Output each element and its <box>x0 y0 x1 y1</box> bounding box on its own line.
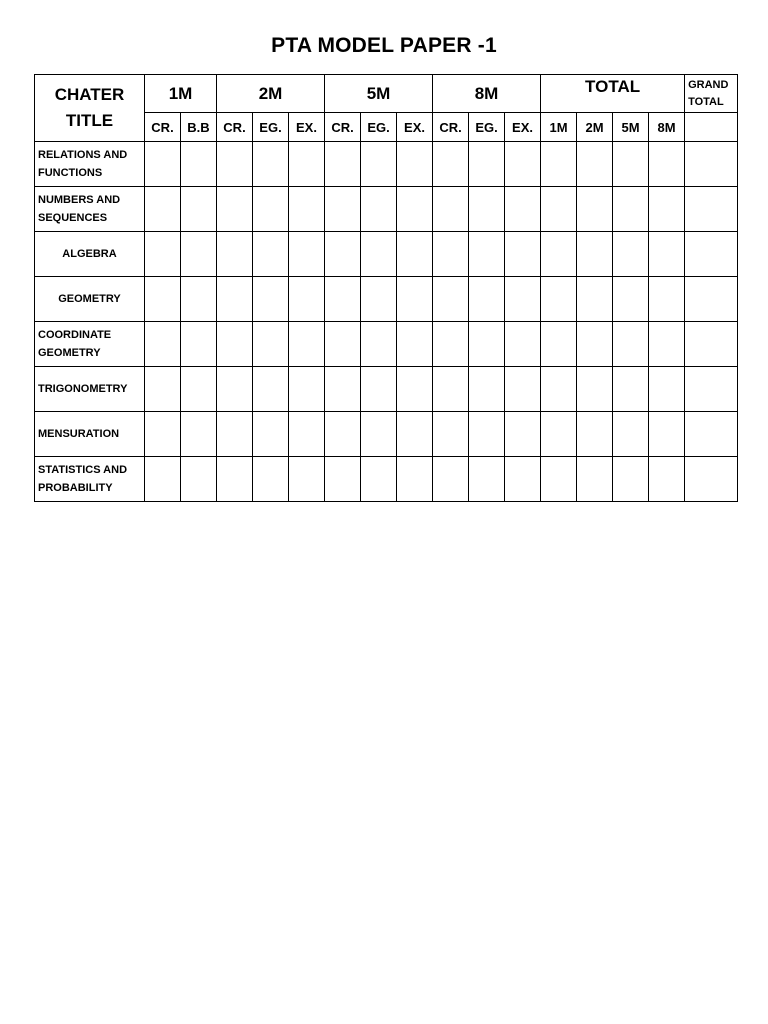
blank-entry-cell <box>613 142 649 187</box>
blank-entry-cell <box>361 142 397 187</box>
chapter-name-line1: TRIGONOMETRY <box>38 383 128 395</box>
chapter-name-cell <box>35 277 145 322</box>
blank-entry-cell <box>685 412 738 457</box>
blank-entry-cell <box>577 232 613 277</box>
blank-entry-cell <box>397 367 433 412</box>
blank-entry-cell <box>181 322 217 367</box>
blank-entry-cell <box>181 367 217 412</box>
blank-entry-cell <box>649 457 685 502</box>
blank-entry-cell <box>469 367 505 412</box>
chapter-name-line1: MENSURATION <box>38 428 120 440</box>
blank-entry-cell <box>433 412 469 457</box>
group-header-total: TOTAL <box>541 75 685 113</box>
blank-entry-cell <box>217 142 253 187</box>
blank-entry-cell <box>289 277 325 322</box>
blank-entry-cell <box>541 142 577 187</box>
chapter-name-line2: SEQUENCES <box>38 212 108 224</box>
blank-entry-cell <box>397 322 433 367</box>
blank-entry-cell <box>289 412 325 457</box>
blueprint-table <box>34 74 738 502</box>
blank-entry-cell <box>505 457 541 502</box>
blank-entry-cell <box>145 142 181 187</box>
chapter-name-line1: COORDINATE <box>38 329 112 341</box>
table-row <box>35 277 738 322</box>
blank-entry-cell <box>361 412 397 457</box>
blank-entry-cell <box>361 232 397 277</box>
blank-entry-cell <box>541 232 577 277</box>
subheader-cell: 1M <box>541 113 577 142</box>
grand-header-line1: GRAND <box>688 78 729 91</box>
blank-entry-cell <box>649 412 685 457</box>
blank-entry-cell <box>145 232 181 277</box>
blank-entry-cell <box>577 187 613 232</box>
subheader-cell: 8M <box>649 113 685 142</box>
blank-entry-cell <box>469 277 505 322</box>
blank-entry-cell <box>253 367 289 412</box>
chapter-name-cell <box>35 232 145 277</box>
subheader-cell: EX. <box>289 113 325 142</box>
subheader-cell: EG. <box>469 113 505 142</box>
blank-entry-cell <box>433 232 469 277</box>
blank-entry-cell <box>541 277 577 322</box>
blank-entry-cell <box>685 367 738 412</box>
blank-entry-cell <box>541 367 577 412</box>
subheader-cell: CR. <box>433 113 469 142</box>
blank-entry-cell <box>433 277 469 322</box>
table-row <box>35 232 738 277</box>
blank-entry-cell <box>541 187 577 232</box>
blank-entry-cell <box>145 277 181 322</box>
blank-entry-cell <box>145 412 181 457</box>
grand-total-subheader-empty <box>685 113 738 142</box>
blank-entry-cell <box>325 412 361 457</box>
blank-entry-cell <box>361 322 397 367</box>
blank-entry-cell <box>397 277 433 322</box>
chapter-name-line2: GEOMETRY <box>38 347 101 359</box>
blank-entry-cell <box>181 142 217 187</box>
subheader-cell: EX. <box>397 113 433 142</box>
subheader-cell: CR. <box>325 113 361 142</box>
blank-entry-cell <box>685 277 738 322</box>
blank-entry-cell <box>217 277 253 322</box>
table-row <box>35 367 738 412</box>
blank-entry-cell <box>433 457 469 502</box>
blank-entry-cell <box>217 367 253 412</box>
blank-entry-cell <box>469 232 505 277</box>
chapter-name-line1: STATISTICS AND <box>38 464 128 476</box>
blank-entry-cell <box>145 367 181 412</box>
grand-total-header <box>685 75 738 113</box>
blank-entry-cell <box>505 367 541 412</box>
group-header-2m: 2M <box>217 75 325 113</box>
blank-entry-cell <box>505 412 541 457</box>
blank-entry-cell <box>577 412 613 457</box>
blank-entry-cell <box>613 322 649 367</box>
blank-entry-cell <box>181 232 217 277</box>
subheader-cell: 2M <box>577 113 613 142</box>
group-header-8m: 8M <box>433 75 541 113</box>
blank-entry-cell <box>649 322 685 367</box>
blank-entry-cell <box>577 277 613 322</box>
chapter-name-line1: NUMBERS AND <box>38 194 121 206</box>
blank-entry-cell <box>541 322 577 367</box>
grand-header-line2: TOTAL <box>688 95 724 108</box>
chapter-header-line1: CHATER <box>54 85 125 104</box>
table-row <box>35 187 738 232</box>
blank-entry-cell <box>217 412 253 457</box>
blank-entry-cell <box>289 142 325 187</box>
subheader-cell: EG. <box>361 113 397 142</box>
header-row-groups <box>35 75 738 113</box>
subheader-cell: EX. <box>505 113 541 142</box>
table-row <box>35 457 738 502</box>
blank-entry-cell <box>433 322 469 367</box>
blank-entry-cell <box>325 187 361 232</box>
blank-entry-cell <box>433 367 469 412</box>
blank-entry-cell <box>577 367 613 412</box>
blank-entry-cell <box>613 187 649 232</box>
chapter-name-cell <box>35 412 145 457</box>
blank-entry-cell <box>541 457 577 502</box>
blank-entry-cell <box>145 187 181 232</box>
chapter-name-cell <box>35 322 145 367</box>
blank-entry-cell <box>181 187 217 232</box>
blank-entry-cell <box>253 412 289 457</box>
blank-entry-cell <box>613 277 649 322</box>
blank-entry-cell <box>577 322 613 367</box>
blank-entry-cell <box>577 142 613 187</box>
chapter-name-line1: GEOMETRY <box>58 293 121 305</box>
blank-entry-cell <box>361 187 397 232</box>
blank-entry-cell <box>613 367 649 412</box>
blank-entry-cell <box>469 322 505 367</box>
blank-entry-cell <box>505 187 541 232</box>
blank-entry-cell <box>289 457 325 502</box>
table-row <box>35 142 738 187</box>
blank-entry-cell <box>613 457 649 502</box>
chapter-name-line1: ALGEBRA <box>62 248 117 260</box>
blank-entry-cell <box>253 142 289 187</box>
group-header-1m: 1M <box>145 75 217 113</box>
blank-entry-cell <box>361 457 397 502</box>
blank-entry-cell <box>685 142 738 187</box>
blank-entry-cell <box>685 457 738 502</box>
blank-entry-cell <box>649 277 685 322</box>
blank-entry-cell <box>397 142 433 187</box>
blank-entry-cell <box>649 142 685 187</box>
subheader-cell: B.B <box>181 113 217 142</box>
blank-entry-cell <box>505 277 541 322</box>
blank-entry-cell <box>577 457 613 502</box>
blank-entry-cell <box>289 232 325 277</box>
blank-entry-cell <box>181 277 217 322</box>
blank-entry-cell <box>433 142 469 187</box>
blank-entry-cell <box>325 142 361 187</box>
chapter-title-header <box>35 75 145 142</box>
blank-entry-cell <box>145 322 181 367</box>
blank-entry-cell <box>505 232 541 277</box>
blank-entry-cell <box>217 322 253 367</box>
blank-entry-cell <box>649 232 685 277</box>
blank-entry-cell <box>433 187 469 232</box>
chapter-name-cell <box>35 187 145 232</box>
blank-entry-cell <box>649 187 685 232</box>
blank-entry-cell <box>325 367 361 412</box>
blank-entry-cell <box>253 232 289 277</box>
blank-entry-cell <box>361 367 397 412</box>
blank-entry-cell <box>325 457 361 502</box>
blank-entry-cell <box>217 187 253 232</box>
blank-entry-cell <box>397 412 433 457</box>
subheader-cell: 5M <box>613 113 649 142</box>
chapter-name-cell <box>35 142 145 187</box>
blank-entry-cell <box>685 232 738 277</box>
blank-entry-cell <box>181 457 217 502</box>
blank-entry-cell <box>397 187 433 232</box>
blank-entry-cell <box>397 457 433 502</box>
blank-entry-cell <box>469 412 505 457</box>
chapter-header-line2: TITLE <box>65 111 114 130</box>
blank-entry-cell <box>685 322 738 367</box>
blank-entry-cell <box>469 187 505 232</box>
blank-entry-cell <box>361 277 397 322</box>
blank-entry-cell <box>145 457 181 502</box>
blank-entry-cell <box>325 322 361 367</box>
blank-entry-cell <box>541 412 577 457</box>
group-header-5m: 5M <box>325 75 433 113</box>
blank-entry-cell <box>253 457 289 502</box>
subheader-cell: EG. <box>253 113 289 142</box>
blank-entry-cell <box>613 232 649 277</box>
blank-entry-cell <box>397 232 433 277</box>
blank-entry-cell <box>181 412 217 457</box>
blank-entry-cell <box>253 322 289 367</box>
subheader-cell: CR. <box>217 113 253 142</box>
page-title: PTA MODEL PAPER -1 <box>271 34 497 57</box>
blank-entry-cell <box>613 412 649 457</box>
blank-entry-cell <box>289 187 325 232</box>
blank-entry-cell <box>253 187 289 232</box>
subheader-cell: CR. <box>145 113 181 142</box>
table-row <box>35 322 738 367</box>
chapter-name-line2: FUNCTIONS <box>38 167 103 179</box>
blank-entry-cell <box>253 277 289 322</box>
chapter-name-line2: PROBABILITY <box>38 482 113 494</box>
blank-entry-cell <box>469 457 505 502</box>
blank-entry-cell <box>505 322 541 367</box>
blank-entry-cell <box>505 142 541 187</box>
blank-entry-cell <box>289 367 325 412</box>
blank-entry-cell <box>649 367 685 412</box>
table-row <box>35 412 738 457</box>
blank-entry-cell <box>289 322 325 367</box>
blank-entry-cell <box>217 232 253 277</box>
blank-entry-cell <box>685 187 738 232</box>
chapter-name-cell <box>35 457 145 502</box>
blank-entry-cell <box>469 142 505 187</box>
chapter-name-cell <box>35 367 145 412</box>
blank-entry-cell <box>325 277 361 322</box>
blank-entry-cell <box>217 457 253 502</box>
blank-entry-cell <box>325 232 361 277</box>
chapter-name-line1: RELATIONS AND <box>38 149 128 161</box>
